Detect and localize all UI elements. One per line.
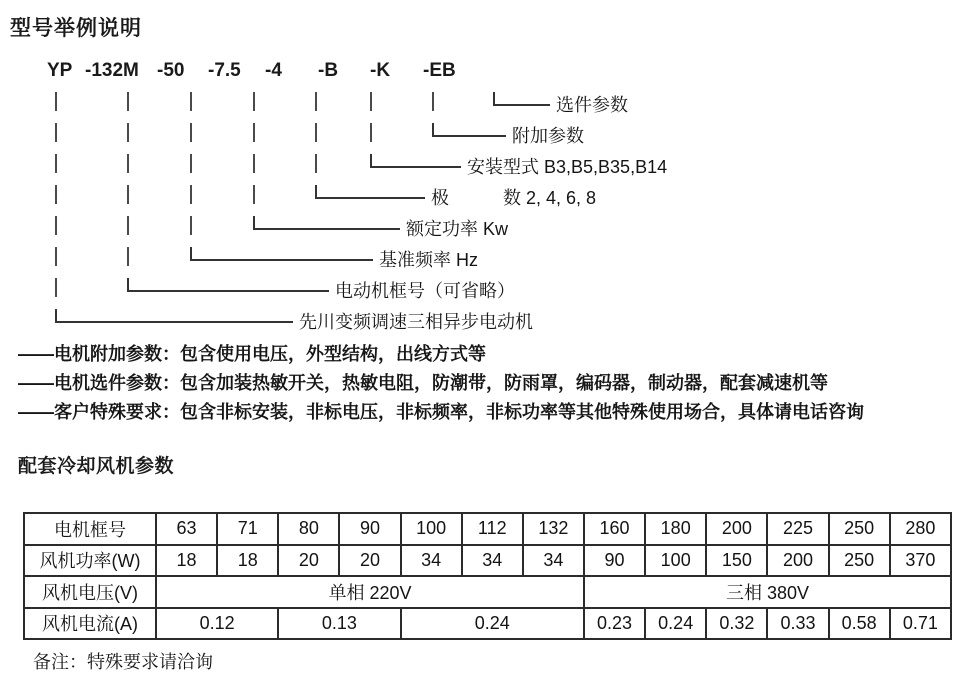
leader-connector — [493, 92, 550, 106]
table-cell: 160 — [584, 513, 645, 545]
leader-bar — [127, 216, 129, 235]
table-cell: 150 — [706, 545, 767, 577]
table-cell: 90 — [584, 545, 645, 577]
model-callout-label: 极 数 2, 4, 6, 8 — [431, 188, 597, 208]
table-cell: 单相 220V — [156, 576, 584, 608]
leader-bar — [253, 154, 255, 173]
model-segment: -4 — [265, 60, 282, 81]
table-cell: 100 — [401, 513, 462, 545]
table-row — [24, 608, 951, 640]
leader-bar — [315, 123, 317, 142]
table-row-label: 风机功率(W) — [24, 545, 156, 577]
table-cell: 0.13 — [278, 608, 400, 640]
leader-connector — [315, 185, 425, 199]
table-cell: 80 — [278, 513, 339, 545]
table-cell: 71 — [217, 513, 278, 545]
table-cell: 三相 380V — [584, 576, 951, 608]
note-line: ——客户特殊要求：包含非标安装，非标电压，非标频率，非标功率等其他特殊使用场合，具体请电话咨询 — [18, 402, 864, 422]
leader-connector — [253, 216, 400, 230]
leader-bar — [190, 123, 192, 142]
table-cell: 0.71 — [890, 608, 951, 640]
table-cell: 18 — [156, 545, 217, 577]
model-callout-label: 附加参数 — [512, 126, 584, 146]
model-callout-label: 先川变频调速三相异步电动机 — [299, 312, 533, 332]
table-cell: 370 — [890, 545, 951, 577]
table-row — [24, 576, 951, 608]
leader-bar — [315, 154, 317, 173]
table-cell: 20 — [339, 545, 400, 577]
table-cell: 34 — [401, 545, 462, 577]
table-cell: 0.33 — [767, 608, 828, 640]
leader-connector — [127, 278, 329, 292]
leader-connector — [55, 309, 293, 323]
leader-bar — [127, 92, 129, 111]
leader-connector — [370, 154, 461, 168]
leader-bar — [127, 154, 129, 173]
table-cell: 0.58 — [829, 608, 890, 640]
model-segment: YP — [47, 60, 73, 81]
leader-connector — [190, 247, 373, 261]
table-cell: 200 — [767, 545, 828, 577]
note-line: ——电机选件参数：包含加装热敏开关，热敏电阻，防潮带，防雨罩，编码器，制动器，配套减速机等 — [18, 373, 828, 393]
model-segment: -K — [370, 60, 391, 81]
table-cell: 200 — [706, 513, 767, 545]
model-callout-label: 额定功率 Kw — [406, 219, 509, 239]
leader-bar — [55, 278, 57, 297]
model-segment: -7.5 — [208, 60, 241, 81]
table-cell: 34 — [523, 545, 584, 577]
leader-bar — [253, 185, 255, 204]
leader-bar — [253, 92, 255, 111]
leader-bar — [127, 123, 129, 142]
note-line: ——电机附加参数：包含使用电压，外型结构，出线方式等 — [18, 344, 486, 364]
table-cell: 280 — [890, 513, 951, 545]
leader-bar — [432, 92, 434, 111]
table-cell: 0.12 — [156, 608, 278, 640]
table-cell: 0.32 — [706, 608, 767, 640]
leader-bar — [190, 154, 192, 173]
leader-connector — [432, 123, 506, 137]
model-callout-label: 基准频率 Hz — [379, 250, 478, 270]
leader-bar — [127, 247, 129, 266]
model-segment: -B — [318, 60, 339, 81]
leader-bar — [55, 154, 57, 173]
table-row — [24, 513, 951, 545]
leader-bar — [55, 216, 57, 235]
table-cell: 180 — [645, 513, 706, 545]
model-callout-label: 安装型式 B3,B5,B35,B14 — [467, 157, 668, 177]
leader-bar — [190, 185, 192, 204]
table-cell: 250 — [829, 545, 890, 577]
table-row-label: 电机框号 — [24, 513, 156, 545]
table-row-label: 风机电流(A) — [24, 608, 156, 640]
leader-bar — [55, 123, 57, 142]
leader-bar — [315, 92, 317, 111]
table-row — [24, 545, 951, 577]
table-cell: 0.24 — [645, 608, 706, 640]
leader-bar — [253, 123, 255, 142]
table-cell: 250 — [829, 513, 890, 545]
table-cell: 100 — [645, 545, 706, 577]
leader-bar — [370, 92, 372, 111]
leader-bar — [55, 185, 57, 204]
table-row-label: 风机电压(V) — [24, 576, 156, 608]
fan-parameters-table — [23, 512, 952, 640]
leader-bar — [127, 185, 129, 204]
table-cell: 132 — [523, 513, 584, 545]
model-segment: -50 — [157, 60, 185, 81]
table-cell: 63 — [156, 513, 217, 545]
leader-bar — [190, 216, 192, 235]
leader-bar — [55, 92, 57, 111]
model-callout-label: 电动机框号（可省略） — [335, 281, 515, 301]
table-cell: 18 — [217, 545, 278, 577]
leader-bar — [55, 247, 57, 266]
table-cell: 0.24 — [401, 608, 584, 640]
model-callout-label: 选件参数 — [556, 95, 628, 115]
leader-bar — [370, 123, 372, 142]
table-cell: 0.23 — [584, 608, 645, 640]
model-segment: -132M — [85, 60, 139, 81]
table-cell: 112 — [462, 513, 523, 545]
table-cell: 20 — [278, 545, 339, 577]
table-cell: 90 — [339, 513, 400, 545]
table-cell: 225 — [767, 513, 828, 545]
fan-section-title: 配套冷却风机参数 — [18, 456, 175, 477]
table-footnote: 备注：特殊要求请洽询 — [33, 652, 213, 672]
leader-bar — [190, 92, 192, 111]
table-cell: 34 — [462, 545, 523, 577]
page-title: 型号举例说明 — [10, 17, 142, 40]
model-segment: -EB — [423, 60, 456, 81]
